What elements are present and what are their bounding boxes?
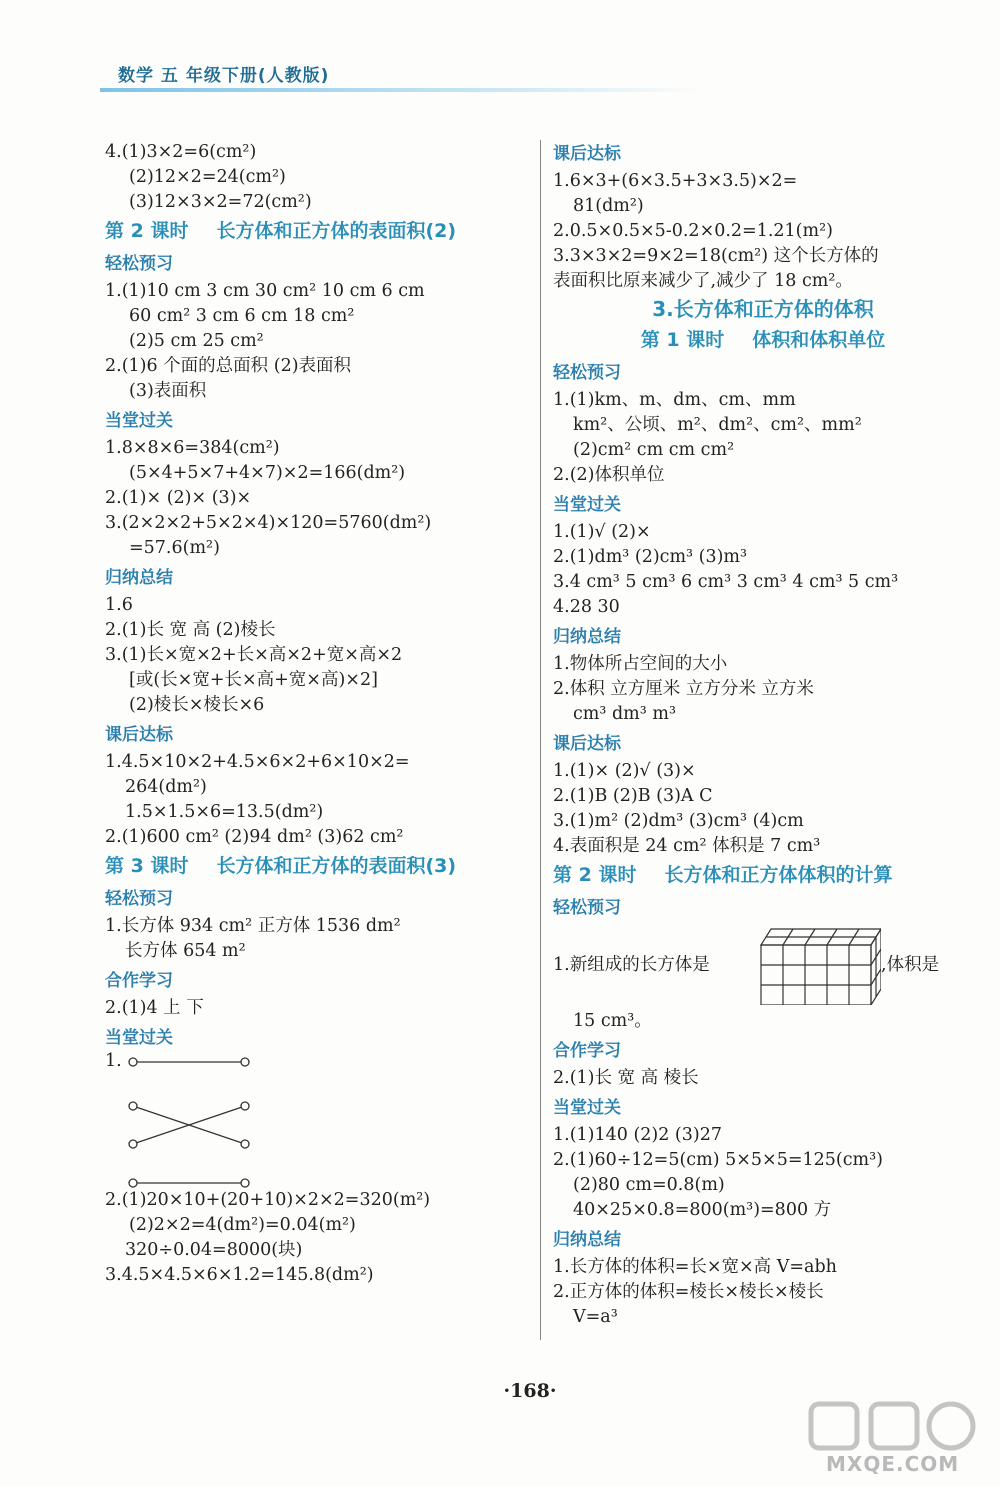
lesson-heading — [105, 215, 525, 247]
answer-line: 1.8×8×6=384(cm²) — [105, 438, 280, 458]
item-number: 1. — [105, 1051, 122, 1071]
answer-line: km²、公顷、m²、dm²、cm²、mm² — [573, 415, 862, 435]
match-dot — [129, 1102, 137, 1110]
answer-line: (2)棱长×棱长×6 — [129, 695, 265, 715]
section-heading: 合作学习 — [553, 1041, 621, 1061]
lesson-title: 长方体和正方体体积的计算 — [664, 864, 893, 886]
answer-line: 15 cm³。 — [573, 1011, 652, 1031]
lesson-number: 第 2 课时 — [553, 864, 637, 886]
answer-line: 60 cm² 3 cm 6 cm 18 cm² — [129, 306, 355, 326]
cuboid-figure — [759, 923, 881, 1005]
answer-line: 2.(1)20×10+(20+10)×2×2=320(m²) — [105, 1190, 431, 1210]
section-heading: 归纳总结 — [553, 1230, 621, 1250]
answer-line: V=a³ — [573, 1307, 618, 1327]
answer-line: 40×25×0.8=800(m³)=800 方 — [573, 1200, 832, 1220]
answer-line: (2)80 cm=0.8(m) — [573, 1175, 725, 1195]
answer-line: 1.(1)× (2)√ (3)× — [553, 761, 696, 781]
match-dot — [129, 1140, 137, 1148]
answer-line: (2)12×2=24(cm²) — [129, 167, 286, 187]
page-number: ·168· — [503, 1380, 557, 1402]
lesson-number: 第 3 课时 — [105, 855, 189, 877]
answer-line: [或(长×宽+长×高+宽×高)×2] — [129, 670, 378, 690]
answer-line: 2.体积 立方厘米 立方分米 立方米 — [553, 679, 814, 699]
answer-line: 1.(1)140 (2)2 (3)27 — [553, 1125, 722, 1145]
matching-diagram — [105, 1053, 525, 1188]
answer-line: (3)12×3×2=72(cm²) — [129, 192, 312, 212]
answer-line: 4.(1)3×2=6(cm²) — [105, 142, 257, 162]
answer-line: 1.5×1.5×6=13.5(dm²) — [125, 802, 324, 822]
answer-line: 1.(1)10 cm 3 cm 30 cm² 10 cm 6 cm — [105, 281, 425, 301]
answer-line: 2.(1)B (2)B (3)A C — [553, 786, 713, 806]
answer-line: 320÷0.04=8000(块) — [125, 1240, 303, 1260]
match-dot — [129, 1058, 137, 1066]
answer-line: 2.正方体的体积=棱长×棱长×棱长 — [553, 1282, 824, 1302]
answer-line: 1.长方体 934 cm² 正方体 1536 dm² — [105, 916, 401, 936]
lesson-number: 第 2 课时 — [105, 220, 189, 242]
answer-line: =57.6(m²) — [129, 538, 220, 558]
question-text: 1.新组成的长方体是 — [553, 955, 710, 975]
answer-line: 3.(1)长×宽×2+长×高×2+宽×高×2 — [105, 645, 403, 665]
answer-line: 1.4.5×10×2+4.5×6×2+6×10×2= — [105, 752, 410, 772]
cuboid-question — [553, 923, 973, 1005]
answer-line: 3.3×3×2=9×2=18(cm²) 这个长方体的 — [553, 246, 879, 266]
answer-line: 3.4.5×4.5×6×1.2=145.8(dm²) — [105, 1265, 374, 1285]
answer-line: 4.表面积是 24 cm² 体积是 7 cm³ — [553, 836, 821, 856]
section-heading: 轻松预习 — [553, 898, 621, 918]
match-dot — [241, 1102, 249, 1110]
answer-line: 81(dm²) — [573, 196, 644, 216]
lesson-title: 长方体和正方体的表面积(3) — [216, 855, 457, 877]
section-heading: 当堂过关 — [553, 1098, 621, 1118]
lesson-heading — [553, 859, 973, 891]
answer-line: 1.长方体的体积=长×宽×高 V=abh — [553, 1257, 837, 1277]
answer-line: 表面积比原来减少了,减少了 18 cm²。 — [553, 271, 853, 291]
answer-line: 2.(1)长 宽 高 (2)棱长 — [105, 620, 276, 640]
lesson-heading — [105, 850, 525, 882]
match-dot — [241, 1140, 249, 1148]
answer-line: (5×4+5×7+4×7)×2=166(dm²) — [129, 463, 406, 483]
lesson-heading — [553, 324, 973, 356]
match-dot — [129, 1179, 137, 1187]
chapter-heading: 3.长方体和正方体的体积 — [652, 297, 874, 321]
answer-line: (2)2×2=4(dm²)=0.04(m²) — [129, 1215, 356, 1235]
section-heading: 课后达标 — [553, 144, 621, 164]
section-heading: 当堂过关 — [105, 1028, 173, 1048]
answer-line: 长方体 654 m² — [125, 941, 246, 961]
answer-line: 2.(1)600 cm² (2)94 dm² (3)62 cm² — [105, 827, 404, 847]
answer-line: 3.(2×2×2+5×2×4)×120=5760(dm²) — [105, 513, 432, 533]
answer-line: (3)表面积 — [129, 381, 207, 401]
answer-line: 3.(1)m² (2)dm³ (3)cm³ (4)cm — [553, 811, 804, 831]
answer-line: cm³ dm³ m³ — [573, 704, 676, 724]
watermark-text: MXQE.COM — [826, 1452, 960, 1476]
question-text: ,体积是 — [881, 955, 940, 975]
section-heading: 轻松预习 — [553, 363, 621, 383]
section-heading: 轻松预习 — [105, 889, 173, 909]
section-heading: 课后达标 — [553, 734, 621, 754]
section-heading: 课后达标 — [105, 725, 173, 745]
lesson-number: 第 1 课时 — [640, 329, 725, 351]
match-dot — [241, 1058, 249, 1066]
answer-line: 2.(2)体积单位 — [553, 465, 665, 485]
section-heading: 合作学习 — [105, 971, 173, 991]
page-header — [100, 55, 800, 95]
answer-line: 1.6×3+(6×3.5+3×3.5)×2= — [553, 171, 798, 191]
answer-line: 4.28 30 — [553, 597, 620, 617]
right-column — [553, 140, 973, 1330]
book-title: 数学 五 年级下册(人教版) — [118, 66, 330, 86]
section-heading: 轻松预习 — [105, 254, 173, 274]
section-heading: 归纳总结 — [105, 568, 173, 588]
matching-lines — [105, 1053, 305, 1188]
left-column — [105, 140, 525, 1288]
section-heading: 当堂过关 — [553, 495, 621, 515]
answer-line: 2.(1)长 宽 高 棱长 — [553, 1068, 699, 1088]
answer-line: 2.(1)4 上 下 — [105, 998, 204, 1018]
answer-line: 2.0.5×0.5×5-0.2×0.2=1.21(m²) — [553, 221, 833, 241]
answer-line: 2.(1)dm³ (2)cm³ (3)m³ — [553, 547, 748, 567]
column-divider — [540, 140, 541, 1340]
header-underline — [100, 88, 700, 92]
answer-line: 264(dm²) — [125, 777, 207, 797]
answer-line: 1.6 — [105, 595, 133, 615]
answer-line: 2.(1)× (2)× (3)× — [105, 488, 252, 508]
answer-line: 2.(1)60÷12=5(cm) 5×5×5=125(cm³) — [553, 1150, 883, 1170]
answer-line: 1.(1)√ (2)× — [553, 522, 651, 542]
answer-line: 1.物体所占空间的大小 — [553, 654, 728, 674]
section-heading: 归纳总结 — [553, 627, 621, 647]
answer-line: (2)cm² cm cm cm² — [573, 440, 735, 460]
answer-line: 1.(1)km、m、dm、cm、mm — [553, 390, 796, 410]
answer-line: (2)5 cm 25 cm² — [129, 331, 264, 351]
answer-line: 3.4 cm³ 5 cm³ 6 cm³ 3 cm³ 4 cm³ 5 cm³ — [553, 572, 899, 592]
lesson-title: 体积和体积单位 — [752, 329, 886, 351]
lesson-title: 长方体和正方体的表面积(2) — [216, 220, 457, 242]
cuboid-front — [761, 945, 871, 1005]
match-dot — [241, 1179, 249, 1187]
section-heading: 当堂过关 — [105, 411, 173, 431]
answer-line: 2.(1)6 个面的总面积 (2)表面积 — [105, 356, 352, 376]
